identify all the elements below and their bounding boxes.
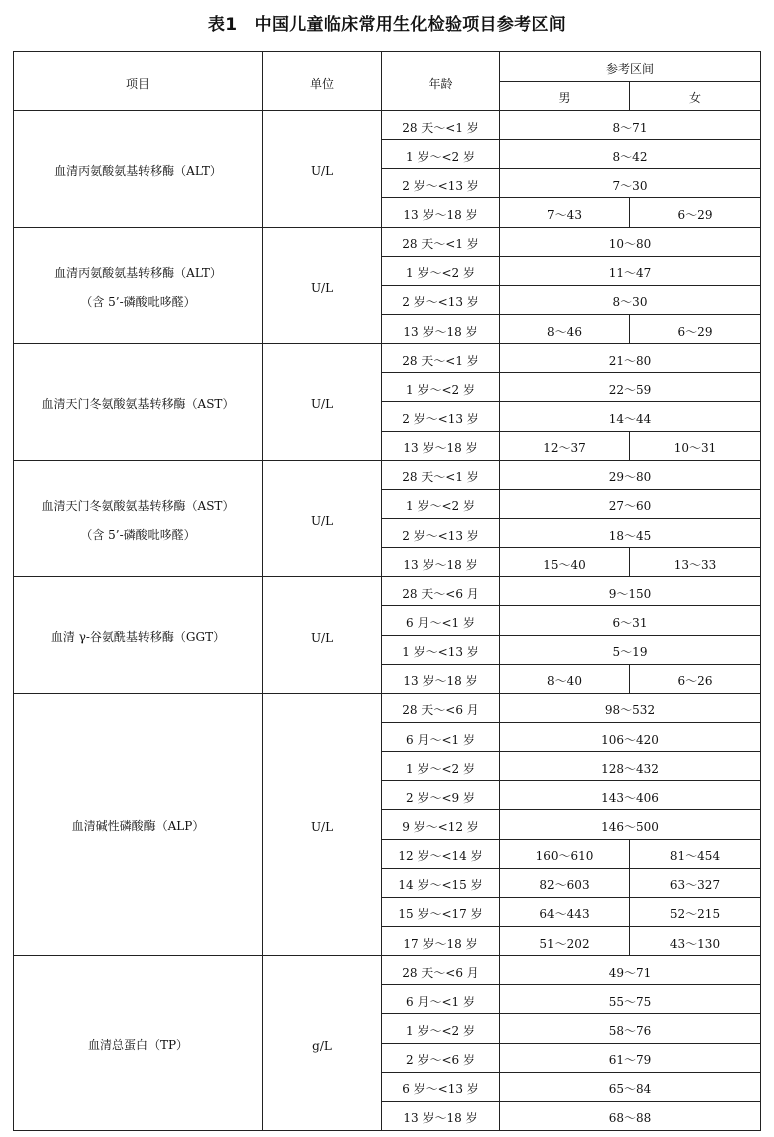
reference-value-cell: 61～79	[500, 1043, 761, 1072]
reference-value-cell: 10～80	[500, 227, 761, 256]
age-cell: 13 岁～18 岁	[382, 431, 500, 460]
item-name-line: 血清天门冬氨酸氨基转移酶（AST）	[41, 498, 235, 513]
reference-value-cell: 58～76	[500, 1014, 761, 1043]
male-value-cell: 15～40	[500, 548, 630, 577]
age-cell: 1 岁～<2 岁	[382, 373, 500, 402]
age-cell: 1 岁～<2 岁	[382, 1014, 500, 1043]
male-value-cell: 64～443	[500, 897, 630, 926]
age-cell: 1 岁～<2 岁	[382, 256, 500, 285]
age-cell: 13 岁～18 岁	[382, 1101, 500, 1130]
age-cell: 12 岁～<14 岁	[382, 839, 500, 868]
reference-value-cell: 128～432	[500, 752, 761, 781]
table-row	[14, 577, 761, 606]
item-name-cell	[14, 577, 263, 694]
item-name-line: 血清 γ-谷氨酰基转移酶（GGT）	[50, 630, 226, 645]
age-cell: 1 岁～<2 岁	[382, 489, 500, 518]
age-cell: 13 岁～18 岁	[382, 664, 500, 693]
age-cell: 1 岁～<2 岁	[382, 140, 500, 169]
unit-cell: U/L	[263, 693, 382, 955]
header-item: 项目	[14, 52, 263, 111]
header-female: 女	[630, 81, 761, 111]
header-unit: 单位	[263, 52, 382, 111]
age-cell: 28 天～<1 岁	[382, 460, 500, 489]
age-cell: 28 天～<6 月	[382, 577, 500, 606]
item-name-cell	[14, 693, 263, 955]
item-name-line: 血清丙氨酸氨基转移酶（ALT）	[54, 163, 222, 178]
reference-value-cell: 68～88	[500, 1101, 761, 1130]
age-cell: 28 天～<1 岁	[382, 111, 500, 140]
unit-cell: U/L	[263, 460, 382, 577]
age-cell: 9 岁～<12 岁	[382, 810, 500, 839]
item-name-cell	[14, 111, 263, 228]
reference-value-cell: 8～30	[500, 285, 761, 314]
unit-cell: U/L	[263, 111, 382, 228]
item-name-cell	[14, 460, 263, 577]
male-value-cell: 160～610	[500, 839, 630, 868]
age-cell: 6 月～<1 岁	[382, 985, 500, 1014]
reference-value-cell: 55～75	[500, 985, 761, 1014]
female-value-cell: 43～130	[630, 926, 761, 955]
reference-value-cell: 29～80	[500, 460, 761, 489]
table-row	[14, 956, 761, 985]
item-name-line: （含 5’-磷酸吡哆醛）	[80, 527, 196, 542]
age-cell: 2 岁～<13 岁	[382, 518, 500, 547]
table-row	[14, 111, 761, 140]
table-row	[14, 344, 761, 373]
male-value-cell: 8～40	[500, 664, 630, 693]
age-cell: 13 岁～18 岁	[382, 314, 500, 343]
table-body	[14, 111, 761, 1131]
male-value-cell: 82～603	[500, 868, 630, 897]
reference-interval-table	[13, 51, 761, 1131]
reference-value-cell: 8～42	[500, 140, 761, 169]
reference-value-cell: 18～45	[500, 518, 761, 547]
age-cell: 13 岁～18 岁	[382, 198, 500, 227]
table-row	[14, 693, 761, 722]
age-cell: 6 月～<1 岁	[382, 606, 500, 635]
age-cell: 28 天～<1 岁	[382, 344, 500, 373]
male-value-cell: 7～43	[500, 198, 630, 227]
item-name-line: 血清丙氨酸氨基转移酶（ALT）	[54, 265, 222, 280]
unit-cell: U/L	[263, 344, 382, 461]
male-value-cell: 12～37	[500, 431, 630, 460]
header-age: 年龄	[382, 52, 500, 111]
item-name-line: 血清总蛋白（TP）	[87, 1038, 189, 1052]
table-header	[14, 52, 761, 111]
age-cell: 28 天～<6 月	[382, 956, 500, 985]
reference-value-cell: 143～406	[500, 781, 761, 810]
age-cell: 14 岁～<15 岁	[382, 868, 500, 897]
table-row	[14, 460, 761, 489]
unit-cell: g/L	[263, 956, 382, 1131]
female-value-cell: 13～33	[630, 548, 761, 577]
age-cell: 13 岁～18 岁	[382, 548, 500, 577]
reference-value-cell: 11～47	[500, 256, 761, 285]
reference-value-cell: 14～44	[500, 402, 761, 431]
age-cell: 28 天～<6 月	[382, 693, 500, 722]
age-cell: 1 岁～<2 岁	[382, 752, 500, 781]
table-row	[14, 227, 761, 256]
reference-value-cell: 27～60	[500, 489, 761, 518]
reference-value-cell: 5～19	[500, 635, 761, 664]
age-cell: 2 岁～<13 岁	[382, 169, 500, 198]
age-cell: 2 岁～<13 岁	[382, 402, 500, 431]
header-reference-interval: 参考区间	[500, 52, 761, 82]
item-name-line: 血清天门冬氨酸氨基转移酶（AST）	[41, 396, 235, 411]
age-cell: 15 岁～<17 岁	[382, 897, 500, 926]
female-value-cell: 52～215	[630, 897, 761, 926]
reference-value-cell: 9～150	[500, 577, 761, 606]
age-cell: 1 岁～<13 岁	[382, 635, 500, 664]
page-title: 表1 中国儿童临床常用生化检验项目参考区间	[207, 15, 567, 35]
age-cell: 2 岁～<13 岁	[382, 285, 500, 314]
female-value-cell: 6～26	[630, 664, 761, 693]
male-value-cell: 8～46	[500, 314, 630, 343]
female-value-cell: 10～31	[630, 431, 761, 460]
female-value-cell: 6～29	[630, 314, 761, 343]
age-cell: 28 天～<1 岁	[382, 227, 500, 256]
header-row	[14, 52, 761, 82]
unit-cell: U/L	[263, 227, 382, 344]
item-name-cell	[14, 344, 263, 461]
item-name-cell	[14, 227, 263, 344]
reference-value-cell: 98～532	[500, 693, 761, 722]
age-cell: 17 岁～18 岁	[382, 926, 500, 955]
reference-value-cell: 8～71	[500, 111, 761, 140]
age-cell: 2 岁～<6 岁	[382, 1043, 500, 1072]
unit-cell: U/L	[263, 577, 382, 694]
reference-value-cell: 146～500	[500, 810, 761, 839]
female-value-cell: 63～327	[630, 868, 761, 897]
female-value-cell: 6～29	[630, 198, 761, 227]
age-cell: 6 月～<1 岁	[382, 722, 500, 751]
reference-value-cell: 7～30	[500, 169, 761, 198]
reference-value-cell: 65～84	[500, 1072, 761, 1101]
female-value-cell: 81～454	[630, 839, 761, 868]
male-value-cell: 51～202	[500, 926, 630, 955]
item-name-line: （含 5’-磷酸吡哆醛）	[80, 294, 196, 309]
age-cell: 6 岁～<13 岁	[382, 1072, 500, 1101]
header-male: 男	[500, 81, 630, 111]
reference-value-cell: 49～71	[500, 956, 761, 985]
reference-value-cell: 106～420	[500, 722, 761, 751]
reference-value-cell: 6～31	[500, 606, 761, 635]
reference-value-cell: 21～80	[500, 344, 761, 373]
reference-value-cell: 22～59	[500, 373, 761, 402]
item-name-cell	[14, 956, 263, 1131]
item-name-line: 血清碱性磷酸酶（ALP）	[71, 819, 205, 834]
age-cell: 2 岁～<9 岁	[382, 781, 500, 810]
